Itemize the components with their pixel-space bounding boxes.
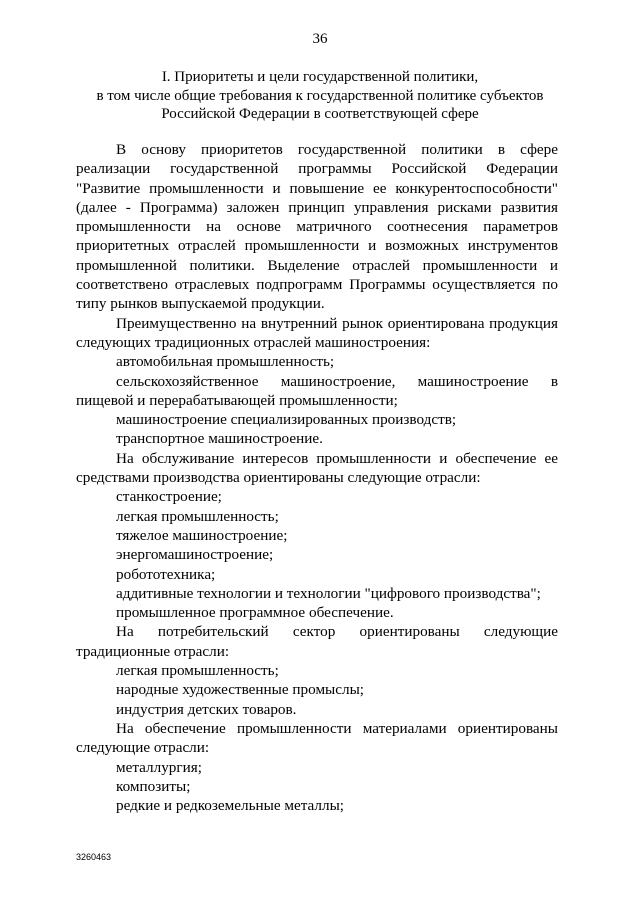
list-item: индустрия детских товаров. bbox=[116, 700, 297, 718]
list-item: редкие и редкоземельные металлы; bbox=[116, 797, 344, 815]
list-item: легкая промышленность; bbox=[116, 662, 279, 680]
paragraph-materials: На обеспечение промышленности материалами ориентированы следующие отрасли: bbox=[76, 719, 558, 757]
paragraph-priorities: В основу приоритетов государственной политики в сфере реализации государственной программы Российской Федерации "Развитие промышленности и повышение ее конкурентоспособности" (далее - Программа) заложен принцип управления рисками развития промышленности на основе матричного соотнесения параметров приоритетных отраслей промышленности и возможных инструментов промышленной политики. Выделение отраслей промышленности и соответствено отраслевых подпрограмм Программы осуществляется по типу рынков выпускаемой продукции. bbox=[76, 141, 558, 313]
list-item: тяжелое машиностроение; bbox=[116, 526, 288, 544]
list-item: легкая промышленность; bbox=[116, 507, 279, 525]
heading-line-3: Российской Федерации в соответствующей сфере bbox=[161, 106, 479, 122]
list-item: автомобильная промышленность; bbox=[116, 353, 335, 371]
document-code: 3260463 bbox=[76, 852, 112, 862]
list-item: машиностроение специализированных производств; bbox=[116, 411, 457, 429]
body-text bbox=[76, 140, 558, 815]
list-item: композиты; bbox=[116, 777, 191, 795]
heading-line-2: в том числе общие требования к государственной политике субъектов bbox=[96, 87, 544, 104]
list-item: металлургия; bbox=[116, 758, 202, 776]
paragraph-consumer-sector: На потребительский сектор ориентированы следующие традиционные отрасли: bbox=[76, 623, 558, 660]
list-item: промышленное программное обеспечение. bbox=[116, 604, 394, 622]
list-item: народные художественные промыслы; bbox=[116, 681, 365, 699]
section-heading bbox=[60, 68, 580, 124]
heading-line-1: I. Приоритеты и цели государственной политики, bbox=[161, 69, 479, 85]
list-item: станкостроение; bbox=[116, 488, 222, 506]
list-item: аддитивные технологии и технологии "цифрового производства"; bbox=[116, 584, 541, 602]
paragraph-industry-support: На обслуживание интересов промышленности и обеспечение ее средствами производства ориентированы следующие отрасли: bbox=[76, 449, 558, 487]
page-number: 36 bbox=[312, 31, 328, 47]
list-item: сельскохозяйственное машиностроение, машиностроение в пищевой и перерабатывающей промышленности; bbox=[76, 372, 558, 409]
paragraph-domestic-market: Преимущественно на внутренний рынок ориентирована продукция следующих традиционных отраслей машиностроения: bbox=[76, 314, 558, 351]
list-item: транспортное машиностроение. bbox=[116, 430, 323, 448]
list-item: робототехника; bbox=[116, 565, 216, 583]
list-item: энергомашиностроение; bbox=[116, 546, 274, 564]
